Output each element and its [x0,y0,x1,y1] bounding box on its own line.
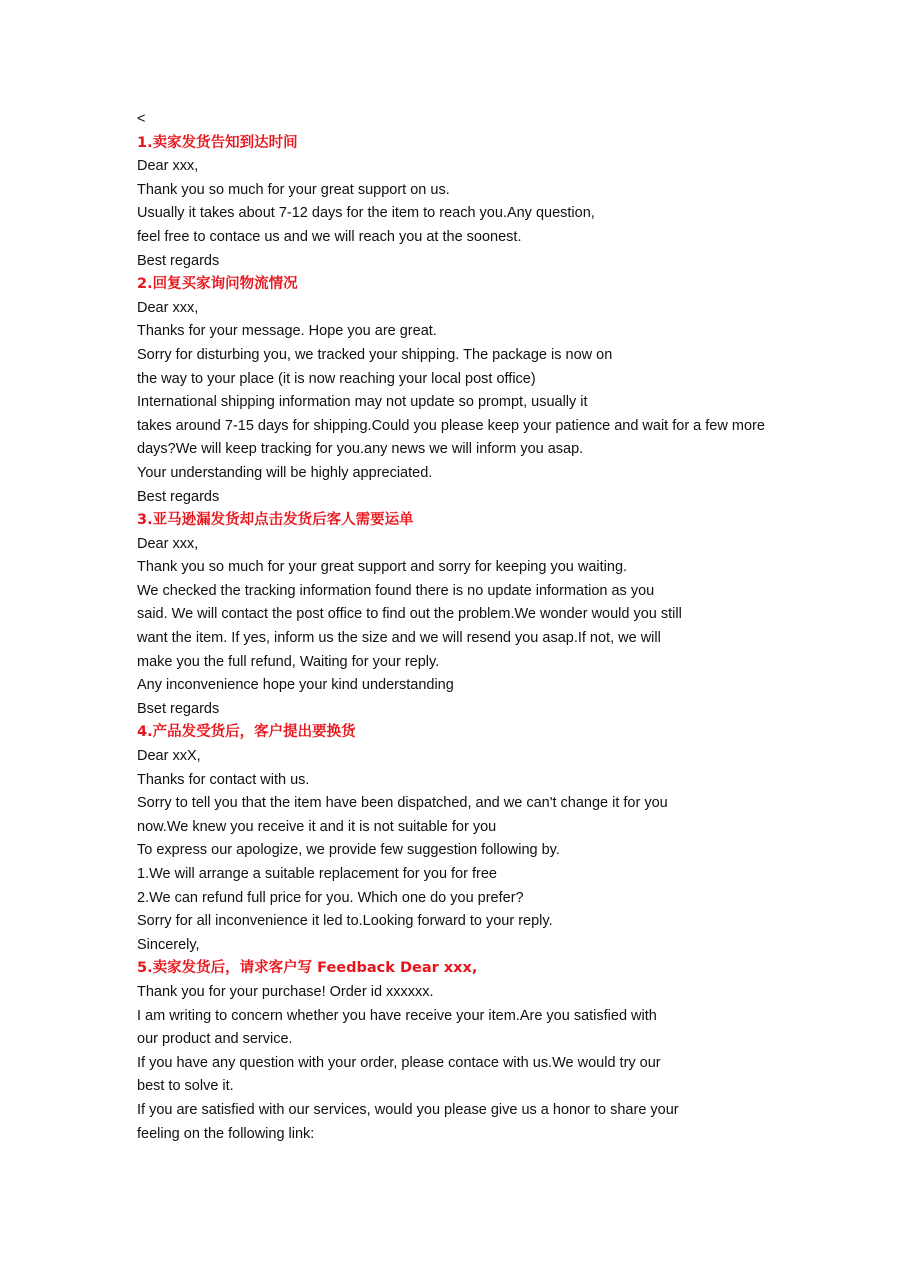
body-line: Dear xxX, [137,748,201,765]
body-line: Sorry for all inconvenience it led to.Looking forward to your reply. [137,913,553,930]
body-line: We checked the tracking information found there is no update information as you [137,582,655,599]
body-line: said. We will contact the post office to find out the problem.We wonder would you still [137,606,682,623]
body-line: days?We will keep tracking for you.any news we will inform you asap. [137,441,584,458]
body-line: takes around 7-15 days for shipping.Could you please keep your patience and wait for a few more [137,417,765,434]
body-line: Bset regards [137,700,220,717]
section-heading: 1.卖家发货告知到达时间 [137,134,298,151]
body-line: If you are satisfied with our services, would you please give us a honor to share your [137,1101,679,1118]
section-heading: 2.回复买家询问物流情况 [137,276,298,293]
body-line: Thank you so much for your great support and sorry for keeping you waiting. [137,559,628,576]
section-heading: 3.亚马逊漏发货却点击发货后客人需要运单 [137,512,414,529]
body-line: Sorry for disturbing you, we tracked your shipping. The package is now on [137,346,613,363]
body-line: make you the full refund, Waiting for your reply. [137,653,440,670]
body-line: best to solve it. [137,1078,234,1095]
body-line: Dear xxx, [137,535,199,552]
body-line: To express our apologize, we provide few suggestion following by. [137,842,560,859]
body-line: Thanks for your message. Hope you are great. [137,323,437,340]
body-line: 1.We will arrange a suitable replacement for you for free [137,866,497,882]
section-4 [137,721,837,957]
body-line: the way to your place (it is now reaching your local post office) [137,370,536,387]
body-line: Sincerely, [137,936,200,953]
body-line: Your understanding will be highly appreciated. [137,464,433,481]
section-1 [137,132,837,274]
body-line: Thanks for contact with us. [137,771,310,788]
body-line: 2.We can refund full price for you. Which one do you prefer? [137,889,524,906]
body-line: now.We knew you receive it and it is not suitable for you [137,818,497,835]
document-page [137,108,837,1146]
body-line: Dear xxx, [137,299,199,316]
body-line: Thank you so much for your great support on us. [137,181,450,198]
body-line: our product and service. [137,1031,293,1048]
section-3 [137,509,837,721]
body-line: Dear xxx, [137,158,199,175]
body-line: I am writing to concern whether you have receive your item.Are you satisfied with [137,1007,657,1024]
marker-text: < [137,111,146,127]
section-heading: 5.卖家发货后，请求客户写 Feedback Dear xxx, [137,960,478,977]
body-line: Thank you for your purchase! Order id xxxxxx. [137,983,434,1000]
body-line: If you have any question with your order, please contace with us.We would try our [137,1054,661,1071]
body-line: Best regards [137,488,220,505]
section-heading: 4.产品发受货后，客户提出要换货 [137,724,356,741]
section-5 [137,957,837,1146]
body-line: Any inconvenience hope your kind understanding [137,677,454,694]
body-line: Usually it takes about 7-12 days for the item to reach you.Any question, [137,205,595,222]
body-line: Best regards [137,252,220,269]
body-line: feeling on the following link: [137,1125,315,1142]
body-line: want the item. If yes, inform us the size and we will resend you asap.If not, we will [137,630,661,647]
body-line: Sorry to tell you that the item have been dispatched, and we can't change it for you [137,795,668,812]
section-2 [137,273,837,509]
body-line: International shipping information may not update so prompt, usually it [137,394,588,411]
body-line: feel free to contace us and we will reach you at the soonest. [137,228,522,245]
